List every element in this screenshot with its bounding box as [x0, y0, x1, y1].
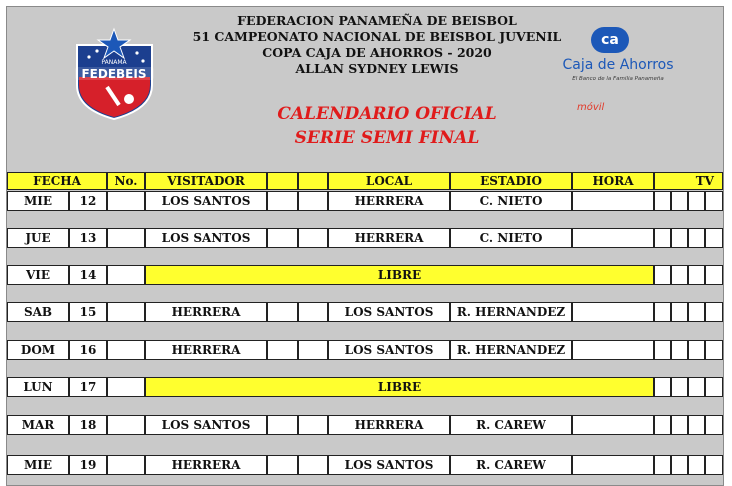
cell-day: MAR — [7, 415, 69, 435]
table-header-row — [7, 172, 723, 192]
cell-libre: LIBRE — [145, 377, 654, 397]
fedebeis-logo — [67, 27, 162, 122]
cell-no — [107, 228, 145, 248]
cell-tv-3 — [688, 302, 705, 322]
cell-tv-2 — [671, 265, 688, 285]
cell-visitor: HERRERA — [145, 340, 267, 360]
cell-local: LOS SANTOS — [328, 340, 450, 360]
header-line-cup: COPA CAJA DE AHORROS - 2020 — [262, 45, 492, 60]
cell-tv-1 — [654, 340, 671, 360]
cell-day: MIE — [7, 191, 69, 211]
cell-tv-2 — [671, 302, 688, 322]
cell-visitor: LOS SANTOS — [145, 415, 267, 435]
cell-local: HERRERA — [328, 415, 450, 435]
cell-blank-1 — [267, 302, 298, 322]
cell-blank-2 — [298, 302, 328, 322]
cell-local: HERRERA — [328, 191, 450, 211]
col-estadio: ESTADIO — [450, 172, 572, 190]
col-local: LOCAL — [328, 172, 450, 190]
table-row — [7, 228, 723, 248]
cell-hora — [572, 302, 654, 322]
header-lines — [177, 13, 577, 77]
col-blank-2 — [298, 172, 328, 190]
col-no: No. — [107, 172, 145, 190]
cell-tv-3 — [688, 455, 705, 475]
table-row — [7, 415, 723, 435]
header-line-honoree: ALLAN SYDNEY LEWIS — [295, 61, 459, 76]
cell-tv-3 — [688, 228, 705, 248]
cell-blank-2 — [298, 455, 328, 475]
cell-date: 13 — [69, 228, 107, 248]
cell-tv-4 — [705, 455, 723, 475]
col-blank-1 — [267, 172, 298, 190]
row-spacer — [7, 211, 723, 228]
caja-name: Caja de Ahorros — [562, 57, 674, 73]
row-spacer — [7, 360, 723, 377]
cell-day: MIE — [7, 455, 69, 475]
schedule-sheet — [6, 6, 724, 486]
cell-day: SAB — [7, 302, 69, 322]
cell-date: 18 — [69, 415, 107, 435]
row-spacer — [7, 435, 723, 452]
col-fecha: FECHA — [7, 172, 107, 190]
cell-tv-4 — [705, 228, 723, 248]
col-hora: HORA — [572, 172, 654, 190]
cell-stadium: C. NIETO — [450, 228, 572, 248]
cell-blank-1 — [267, 415, 298, 435]
caja-de-ahorros-logo — [543, 27, 693, 99]
cell-blank-2 — [298, 228, 328, 248]
table-row — [7, 191, 723, 211]
cell-no — [107, 191, 145, 211]
title-calendar: CALENDARIO OFICIAL — [277, 104, 497, 124]
table-row — [7, 340, 723, 360]
fedebeis-label: FEDEBEIS — [81, 67, 147, 81]
cell-tv-3 — [688, 415, 705, 435]
caja-badge-icon: ca — [591, 27, 629, 53]
cell-tv-1 — [654, 302, 671, 322]
table-row — [7, 377, 723, 397]
cell-visitor: LOS SANTOS — [145, 228, 267, 248]
cell-stadium: R. CAREW — [450, 415, 572, 435]
cell-day: LUN — [7, 377, 69, 397]
cell-local: LOS SANTOS — [328, 455, 450, 475]
cell-blank-1 — [267, 340, 298, 360]
row-spacer — [7, 285, 723, 302]
table-row — [7, 455, 723, 475]
cell-date: 15 — [69, 302, 107, 322]
table-row — [7, 265, 723, 285]
cell-date: 17 — [69, 377, 107, 397]
cell-tv-2 — [671, 191, 688, 211]
cell-stadium: R. HERNANDEZ — [450, 302, 572, 322]
cell-tv-2 — [671, 415, 688, 435]
header-line-championship: 51 CAMPEONATO NACIONAL DE BEISBOL JUVENIL — [192, 29, 562, 44]
cell-tv-4 — [705, 265, 723, 285]
col-tv: TV — [654, 172, 723, 190]
cell-hora — [572, 228, 654, 248]
row-spacer — [7, 248, 723, 265]
cell-tv-1 — [654, 191, 671, 211]
fedebeis-small-label: PANAMA — [101, 59, 127, 66]
cell-tv-2 — [671, 455, 688, 475]
cell-tv-4 — [705, 340, 723, 360]
header-line-federation: FEDERACION PANAMEÑA DE BEISBOL — [237, 13, 517, 28]
cell-tv-2 — [671, 228, 688, 248]
cell-stadium: R. CAREW — [450, 455, 572, 475]
cell-tv-2 — [671, 340, 688, 360]
cell-tv-3 — [688, 191, 705, 211]
cell-stadium: R. HERNANDEZ — [450, 340, 572, 360]
cell-hora — [572, 415, 654, 435]
cell-hora — [572, 191, 654, 211]
row-spacer — [7, 397, 723, 414]
cell-no — [107, 340, 145, 360]
cell-tv-2 — [671, 377, 688, 397]
cell-blank-1 — [267, 228, 298, 248]
cell-stadium: C. NIETO — [450, 191, 572, 211]
cell-tv-4 — [705, 377, 723, 397]
cell-visitor: HERRERA — [145, 455, 267, 475]
cell-hora — [572, 455, 654, 475]
cell-tv-3 — [688, 377, 705, 397]
cell-blank-2 — [298, 340, 328, 360]
cell-day: DOM — [7, 340, 69, 360]
cell-tv-4 — [705, 302, 723, 322]
cell-no — [107, 415, 145, 435]
cell-blank-1 — [267, 191, 298, 211]
cell-libre: LIBRE — [145, 265, 654, 285]
cell-blank-2 — [298, 415, 328, 435]
cell-date: 19 — [69, 455, 107, 475]
cell-no — [107, 302, 145, 322]
title-series: SERIE SEMI FINAL — [294, 128, 480, 148]
movil-logo: móvil — [577, 102, 605, 113]
cell-local: LOS SANTOS — [328, 302, 450, 322]
cell-day: VIE — [7, 265, 69, 285]
row-spacer — [7, 322, 723, 339]
cell-tv-3 — [688, 340, 705, 360]
cell-tv-4 — [705, 191, 723, 211]
cell-tv-1 — [654, 265, 671, 285]
cell-tv-1 — [654, 455, 671, 475]
cell-day: JUE — [7, 228, 69, 248]
cell-no — [107, 377, 145, 397]
cell-blank-2 — [298, 191, 328, 211]
caja-tagline: El Banco de la Familia Panameña — [572, 76, 664, 82]
cell-visitor: HERRERA — [145, 302, 267, 322]
cell-tv-1 — [654, 377, 671, 397]
cell-no — [107, 265, 145, 285]
cell-tv-1 — [654, 415, 671, 435]
cell-date: 14 — [69, 265, 107, 285]
cell-blank-1 — [267, 455, 298, 475]
cell-tv-3 — [688, 265, 705, 285]
cell-visitor: LOS SANTOS — [145, 191, 267, 211]
cell-no — [107, 455, 145, 475]
cell-date: 16 — [69, 340, 107, 360]
cell-hora — [572, 340, 654, 360]
cell-local: HERRERA — [328, 228, 450, 248]
col-visitador: VISITADOR — [145, 172, 267, 190]
cell-tv-4 — [705, 415, 723, 435]
cell-date: 12 — [69, 191, 107, 211]
table-row — [7, 302, 723, 322]
cell-tv-1 — [654, 228, 671, 248]
